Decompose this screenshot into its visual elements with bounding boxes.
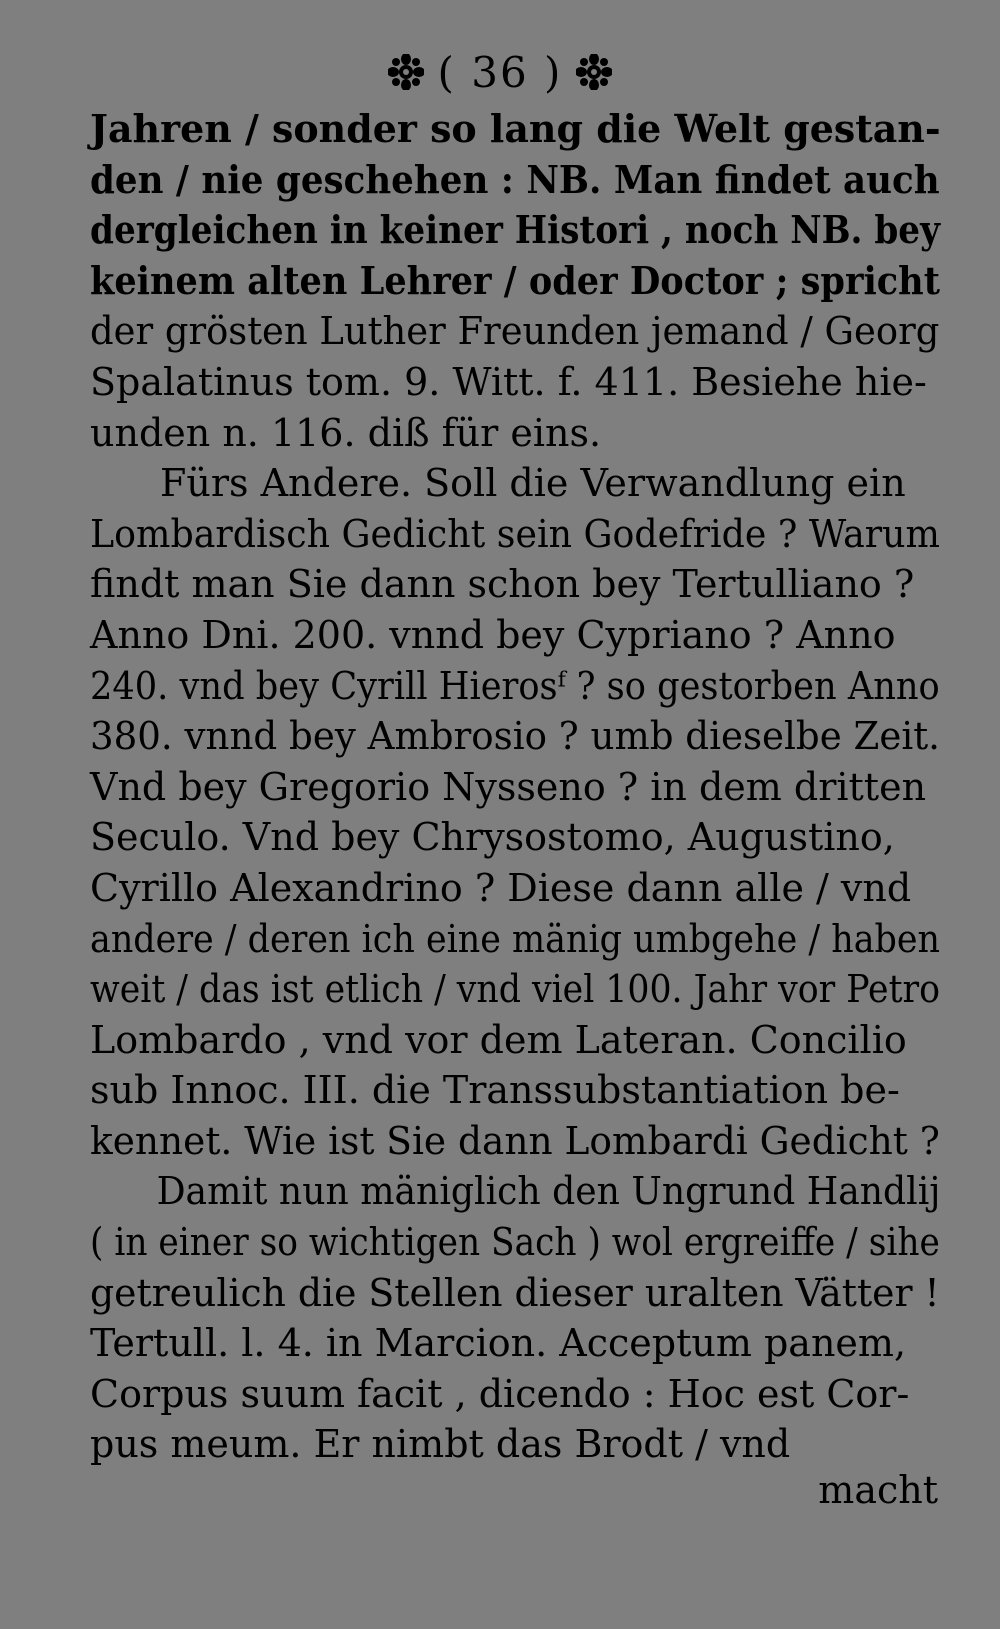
line-text: Anno Dni. 200. vnnd bey Cypriano ? Anno	[90, 612, 896, 657]
text-line	[90, 1015, 940, 1066]
text-line	[90, 1217, 940, 1268]
text-line	[90, 711, 940, 762]
line-text: weit / das ist etlich / vnd viel 100. Jahr vor Petro	[90, 967, 940, 1012]
text-line	[90, 408, 940, 459]
text-line	[90, 1116, 940, 1167]
line-text: Lombardisch Gedicht sein Godefride ? Warum	[90, 511, 940, 556]
line-text: findt man Sie dann schon bey Tertulliano ?	[90, 562, 915, 607]
text-line	[90, 610, 940, 661]
text-line	[90, 863, 940, 914]
text-line	[90, 964, 940, 1015]
line-text: Vnd bey Gregorio Nysseno ? in dem dritten	[90, 764, 927, 809]
flower-ornament-left-icon	[388, 54, 424, 90]
text-line	[90, 661, 940, 712]
line-text: den / nie geschehen : NB. Man findet auch	[90, 156, 940, 202]
text-line	[90, 1166, 940, 1217]
line-text: Seculo. Vnd bey Chrysostomo, Augustino,	[90, 815, 895, 860]
line-text: keinem alten Lehrer / oder Doctor ; spricht	[90, 257, 940, 303]
line-text: Tertull. l. 4. in Marcion. Acceptum panem,	[90, 1321, 907, 1366]
page-number: ( 36 )	[437, 47, 563, 97]
text-line	[90, 1419, 940, 1470]
text-line	[90, 1318, 940, 1369]
line-text: dergleichen in keiner Histori , noch NB. bey	[90, 207, 940, 253]
line-text: unden n. 116. diß für eins.	[90, 410, 602, 455]
text-line	[90, 104, 940, 155]
line-text: Jahren / sonder so lang die Welt gestan-	[90, 106, 941, 151]
text-line	[90, 762, 940, 813]
line-text: Corpus suum facit , dicendo : Hoc est Cor-	[90, 1371, 910, 1416]
text-line	[90, 509, 940, 560]
text-line	[90, 458, 940, 509]
line-text: sub Innoc. III. die Transsubstantiation be-	[90, 1068, 900, 1113]
line-text: Spalatinus tom. 9. Witt. f. 411. Besiehe hie-	[90, 359, 927, 404]
text-line	[90, 357, 940, 408]
line-text: getreulich die Stellen dieser uralten Vätter !	[90, 1270, 940, 1315]
line-text: 240. vnd bey Cyrill Hierosᶠ ? so gestorben Anno	[90, 663, 940, 708]
catchword: macht	[818, 1468, 938, 1512]
flower-ornament-right-icon	[576, 54, 612, 90]
text-line	[90, 559, 940, 610]
page-header	[0, 40, 1000, 104]
text-line	[90, 1065, 940, 1116]
line-text: Damit nun mäniglich den Ungrund Handlij	[156, 1169, 941, 1214]
line-text: der grösten Luther Freunden jemand / Georg	[90, 309, 940, 354]
line-text: Fürs Andere. Soll die Verwandlung ein	[160, 461, 906, 506]
body-text	[90, 104, 940, 1470]
line-text: pus meum. Er nimbt das Brodt / vnd	[90, 1422, 791, 1467]
line-text: ( in einer so wichtigen Sach ) wol ergreiffe / sihe	[90, 1220, 940, 1265]
text-line	[90, 256, 940, 307]
text-line	[90, 306, 940, 357]
line-text: andere / deren ich eine mänig umbgehe / haben	[90, 916, 941, 961]
line-text: Lombardo , vnd vor dem Lateran. Concilio	[90, 1017, 907, 1062]
line-text: Cyrillo Alexandrino ? Diese dann alle / vnd	[90, 865, 912, 910]
line-text: kennet. Wie ist Sie dann Lombardi Gedicht ?	[90, 1118, 940, 1163]
text-line	[90, 1268, 940, 1319]
text-line	[90, 155, 940, 206]
text-line	[90, 1369, 940, 1420]
text-line	[90, 205, 940, 256]
text-line	[90, 812, 940, 863]
text-line	[90, 914, 940, 965]
line-text: 380. vnnd bey Ambrosio ? umb dieselbe Zeit.	[90, 714, 940, 759]
